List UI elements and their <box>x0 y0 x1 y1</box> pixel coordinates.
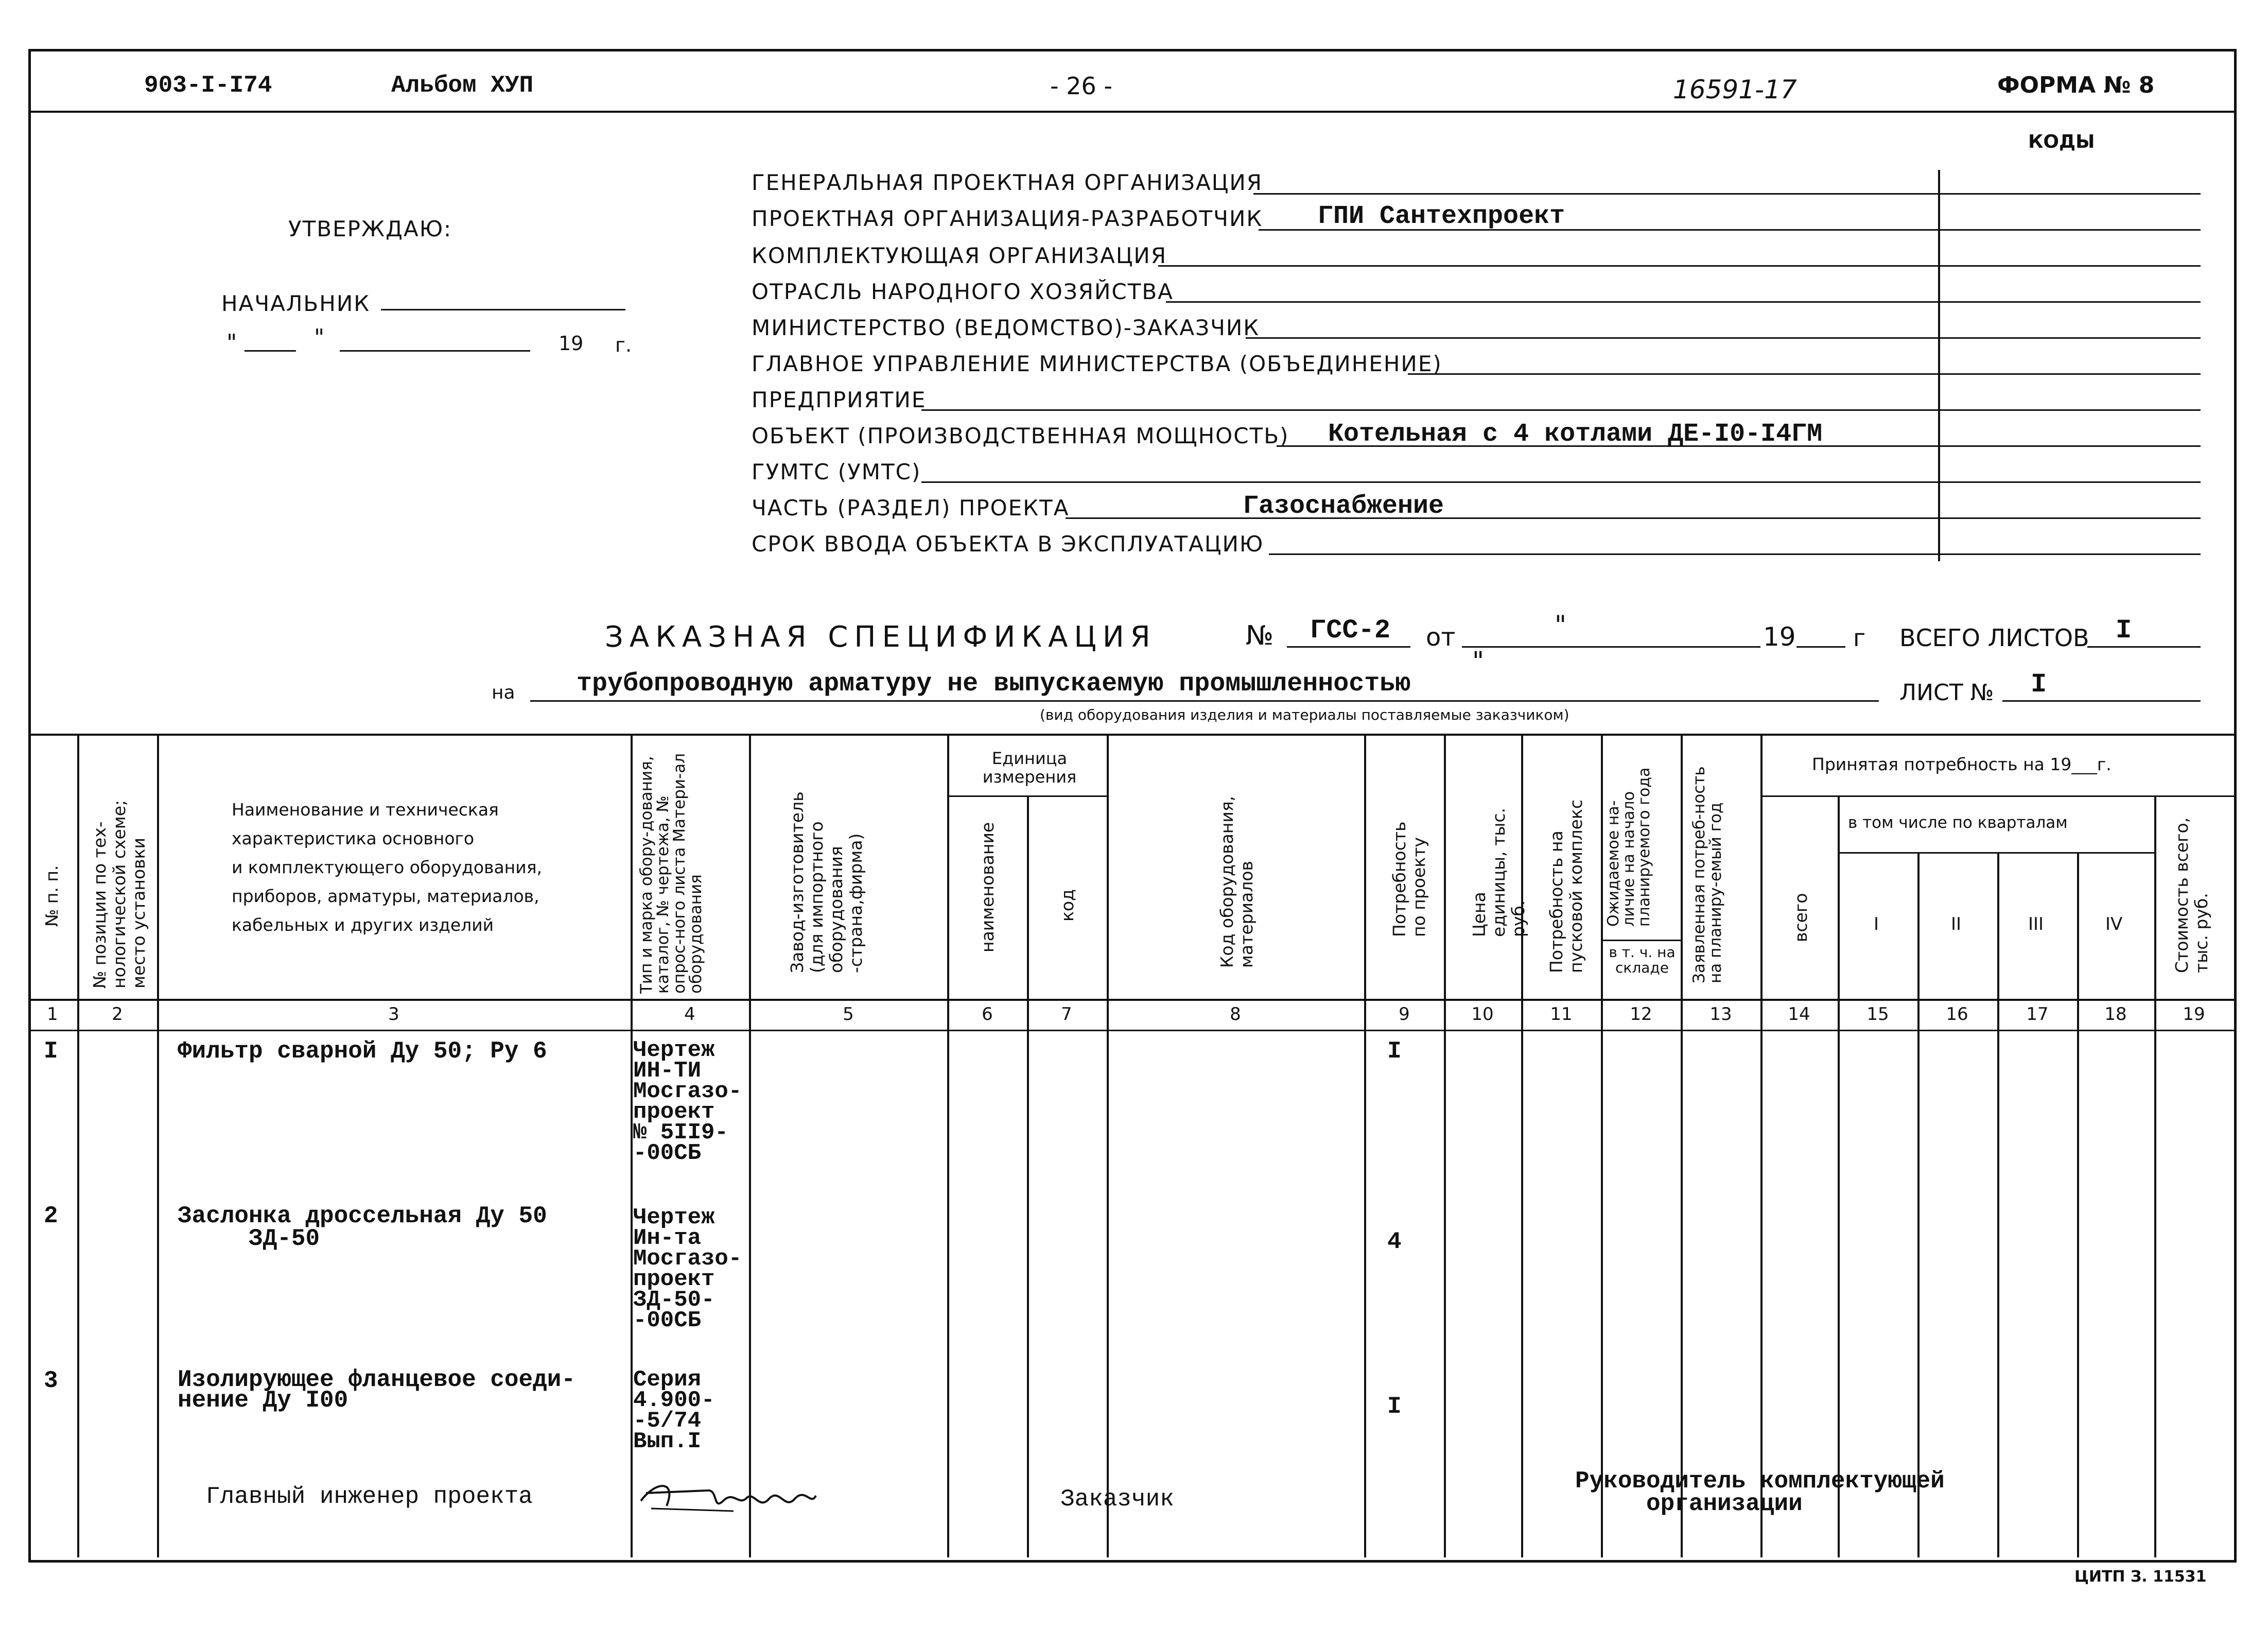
header-q4: IV <box>2105 914 2123 934</box>
org-object-value: Котельная с 4 котлами ДЕ-I0-I4ГМ <box>1328 420 1823 449</box>
header-position: № позиции по тех-нологической схеме; место установки <box>90 800 149 989</box>
col-divider-5 <box>947 734 949 1557</box>
colnum-6: 6 <box>982 1004 993 1025</box>
org-enterprise-label: ПРЕДПРИЯТИЕ <box>752 387 927 412</box>
org-supplier-label: КОМПЛЕКТУЮЩАЯ ОРГАНИЗАЦИЯ <box>752 243 1167 268</box>
row-number: 2 <box>44 1203 58 1229</box>
date-month-line <box>340 350 530 352</box>
header-q3: III <box>2028 914 2044 934</box>
header-total: всего <box>1791 893 1811 942</box>
org-deadline-line <box>1269 553 2201 555</box>
spec-date-line <box>1462 646 1760 648</box>
table-top-border <box>28 734 2234 736</box>
approve-label: УТВЕРЖДАЮ: <box>288 216 452 241</box>
header-price: Цена единицы, тыс. руб. <box>1469 808 1528 937</box>
codes-column-divider <box>1938 170 1940 561</box>
org-general-label: ГЕНЕРАЛЬНАЯ ПРОЕКТНАЯ ОРГАНИЗАЦИЯ <box>752 170 1263 195</box>
date-day-line <box>245 350 296 352</box>
colnum-15: 15 <box>1866 1004 1889 1025</box>
spec-sheets-total-label: ВСЕГО ЛИСТОВ <box>1899 624 2089 652</box>
spec-subject-line <box>530 700 1879 702</box>
col-divider-1 <box>77 734 79 1557</box>
col-divider-18 <box>2154 795 2156 1557</box>
header-startup: Потребность на пусковой комплекс <box>1546 799 1586 973</box>
header-name: Наименование и техническая характеристика основного и комплектующего оборудования, приборов, арматуры, материалов, кабельных и других изделий <box>232 800 543 935</box>
col-divider-7 <box>1107 734 1109 1557</box>
org-part-label: ЧАСТЬ (РАЗДЕЛ) ПРОЕКТА <box>752 495 1070 521</box>
row-number: I <box>44 1038 58 1065</box>
supplier-head-label: Руководитель комплектующей организации <box>1575 1468 1945 1517</box>
org-ministry-label: МИНИСТЕРСТВО (ВЕДОМСТВО)-ЗАКАЗЧИК <box>752 315 1260 340</box>
colnum-10: 10 <box>1471 1004 1494 1025</box>
header-row-number: № п. п. <box>42 865 62 927</box>
org-developer-value: ГПИ Сантехпроект <box>1318 202 1565 231</box>
chief-signature-line <box>381 309 625 310</box>
header-demand: Потребность по проекту <box>1389 821 1429 937</box>
org-branch-label: ОТРАСЛЬ НАРОДНОГО ХОЗЯЙСТВА <box>752 279 1174 304</box>
org-supplier-line <box>1158 265 2201 267</box>
colnum-9: 9 <box>1399 1004 1410 1025</box>
header-declared: Заявленная потреб-ность на планиру-емый год <box>1690 766 1725 983</box>
col-divider-11 <box>1601 734 1603 1557</box>
org-part-value: Газоснабжение <box>1243 492 1444 521</box>
spec-number-line <box>1287 646 1410 648</box>
spec-sheet-no: I <box>2031 669 2047 700</box>
col-divider-17 <box>2077 852 2079 1557</box>
spec-sheet-label: ЛИСТ № <box>1899 680 1994 706</box>
org-part-line <box>1066 517 2201 519</box>
spec-year: 19 <box>1763 622 1796 652</box>
colnum-3: 3 <box>388 1004 399 1025</box>
spec-subject: трубопроводную арматуру не выпускаемую промышленностью <box>577 669 1411 699</box>
date-year: 19 <box>559 332 584 355</box>
header-type: Тип и марка обору-дования, каталог, № чертежа, № опрос-ного листа Матери-ал оборудования <box>637 753 705 994</box>
spec-quote-2: " <box>1472 646 1484 676</box>
header-quarters: в том числе по кварталам <box>1848 813 2068 832</box>
colnum-7: 7 <box>1061 1004 1072 1025</box>
row-quantity: I <box>1387 1393 1402 1420</box>
row-type: Чертеж Ин-та Мосгазо- проект ЗД-50- -00СБ <box>633 1205 742 1333</box>
print-stamp: ЦИТП З. 11531 <box>2074 1568 2207 1586</box>
quarters-group-line <box>1838 852 2154 854</box>
date-quote-open: " <box>226 330 237 356</box>
org-administration-label: ГЛАВНОЕ УПРАВЛЕНИЕ МИНИСТЕРСТВА (ОБЪЕДИНЕНИЕ) <box>752 351 1442 376</box>
album-label: Альбом XУП <box>391 72 534 99</box>
spec-quote-1: " <box>1555 610 1566 640</box>
col-divider-13 <box>1760 734 1763 1557</box>
row-name: Изолирующее фланцевое соеди- нение Ду I00 <box>178 1366 575 1414</box>
colnum-2: 2 <box>112 1004 123 1025</box>
org-ministry-line <box>1246 337 2201 339</box>
stock-sub-line <box>1601 940 1681 941</box>
colnum-11: 11 <box>1550 1004 1573 1025</box>
org-object-line <box>1277 445 2201 447</box>
accepted-group-line <box>1760 795 2234 797</box>
row-quantity: 4 <box>1387 1228 1402 1255</box>
org-developer-line <box>1259 229 2201 231</box>
spec-sheets-total: I <box>2116 615 2132 646</box>
col-divider-6 <box>1027 795 1029 1557</box>
form-number: ФОРМА № 8 <box>1997 72 2155 98</box>
colnum-14: 14 <box>1788 1004 1810 1025</box>
chief-engineer-label: Главный инженер проекта <box>206 1483 533 1510</box>
col-divider-14 <box>1838 795 1840 1557</box>
org-general-line <box>1253 193 2201 195</box>
chief-label: НАЧАЛЬНИК <box>221 291 371 316</box>
inventory-number: 16591-17 <box>1673 75 1797 105</box>
row-number: 3 <box>44 1367 58 1394</box>
page-number: - 26 - <box>1050 72 1112 100</box>
colnum-12: 12 <box>1630 1004 1652 1025</box>
header-unit-code: код <box>1057 889 1077 922</box>
row-name: Заслонка дроссельная Ду 50 ЗД-50 <box>178 1203 547 1252</box>
spec-year-suffix: г <box>1853 624 1866 652</box>
codes-label: КОДЫ <box>2028 131 2095 152</box>
header-expected: Ожидаемое на-личие на начало планируемого года <box>1604 767 1653 927</box>
spec-year-line <box>1796 646 1845 648</box>
row-type: Серия 4.900- -5/74 Вып.I <box>633 1367 715 1454</box>
org-administration-line <box>1408 373 2201 375</box>
colnum-8: 8 <box>1230 1004 1241 1025</box>
spec-on-label: на <box>492 682 515 703</box>
spec-sheet-line <box>2002 700 2201 702</box>
header-manufacturer: Завод-изготовитель (для импортного оборудования -страна,фирма) <box>787 791 866 973</box>
doc-number: 903-I-I74 <box>144 72 272 99</box>
colnum-17: 17 <box>2026 1004 2049 1025</box>
col-divider-12 <box>1681 734 1683 1557</box>
org-gumts-line <box>921 481 2201 483</box>
header-unit-group: Единица измерения <box>982 749 1077 787</box>
header-in-stock: в т. ч. на складе <box>1609 944 1676 976</box>
colnum-16: 16 <box>1946 1004 1968 1025</box>
col-divider-16 <box>1997 852 1999 1557</box>
spec-sheets-total-line <box>2087 646 2201 648</box>
col-divider-4 <box>749 734 751 1557</box>
unit-group-line <box>947 795 1107 797</box>
spec-number: ГСС-2 <box>1310 615 1391 646</box>
header-cost: Стоимость всего, тыс. руб. <box>2172 817 2211 973</box>
org-object-label: ОБЪЕКТ (ПРОИЗВОДСТВЕННАЯ МОЩНОСТЬ) <box>752 423 1289 448</box>
col-divider-3 <box>631 734 633 1557</box>
row-name: Фильтр сварной Ду 50; Ру 6 <box>178 1038 547 1065</box>
table-colnum-bottom <box>28 1030 2234 1031</box>
colnum-13: 13 <box>1709 1004 1732 1025</box>
colnum-5: 5 <box>843 1004 854 1025</box>
org-developer-label: ПРОЕКТНАЯ ОРГАНИЗАЦИЯ-РАЗРАБОТЧИК <box>752 206 1263 231</box>
date-quote-close: " <box>314 324 325 351</box>
colnum-19: 19 <box>2183 1004 2205 1025</box>
colnum-18: 18 <box>2104 1004 2127 1025</box>
customer-label: Заказчик <box>1060 1486 1174 1513</box>
header-q1: I <box>1874 914 1879 934</box>
org-enterprise-line <box>921 409 2201 411</box>
spec-title: ЗАКАЗНАЯ СПЕЦИФИКАЦИЯ <box>605 620 1157 654</box>
spec-from-label: от <box>1426 623 1456 652</box>
table-header-bottom <box>28 999 2234 1001</box>
signature-icon <box>636 1470 826 1527</box>
header-q2: II <box>1951 914 1962 934</box>
col-divider-15 <box>1917 852 1920 1557</box>
colnum-1: 1 <box>47 1004 58 1025</box>
org-deadline-label: СРОК ВВОДА ОБЪЕКТА В ЭКСПЛУАТАЦИЮ <box>752 531 1264 557</box>
org-branch-line <box>1166 301 2201 303</box>
colnum-4: 4 <box>684 1004 695 1025</box>
col-divider-8 <box>1364 734 1366 1557</box>
header-equipment-code: Код оборудования, материалов <box>1217 795 1257 968</box>
col-divider-9 <box>1444 734 1446 1557</box>
org-gumts-label: ГУМТС (УМТС) <box>752 459 921 484</box>
header-unit-name: наименование <box>978 822 998 952</box>
date-year-suffix: г. <box>615 334 632 356</box>
header-accepted: Принятая потребность на 19___г. <box>1812 754 2112 774</box>
spec-subject-caption: (вид оборудования изделия и материалы поставляемые заказчиком) <box>1040 706 1569 723</box>
row-type: Чертеж ИН-ТИ Мосгазо- проект № 5II9- -00СБ <box>633 1037 742 1166</box>
col-divider-2 <box>157 734 159 1557</box>
header-divider <box>28 111 2234 113</box>
row-quantity: I <box>1387 1038 1402 1065</box>
spec-no-label: № <box>1246 620 1274 651</box>
